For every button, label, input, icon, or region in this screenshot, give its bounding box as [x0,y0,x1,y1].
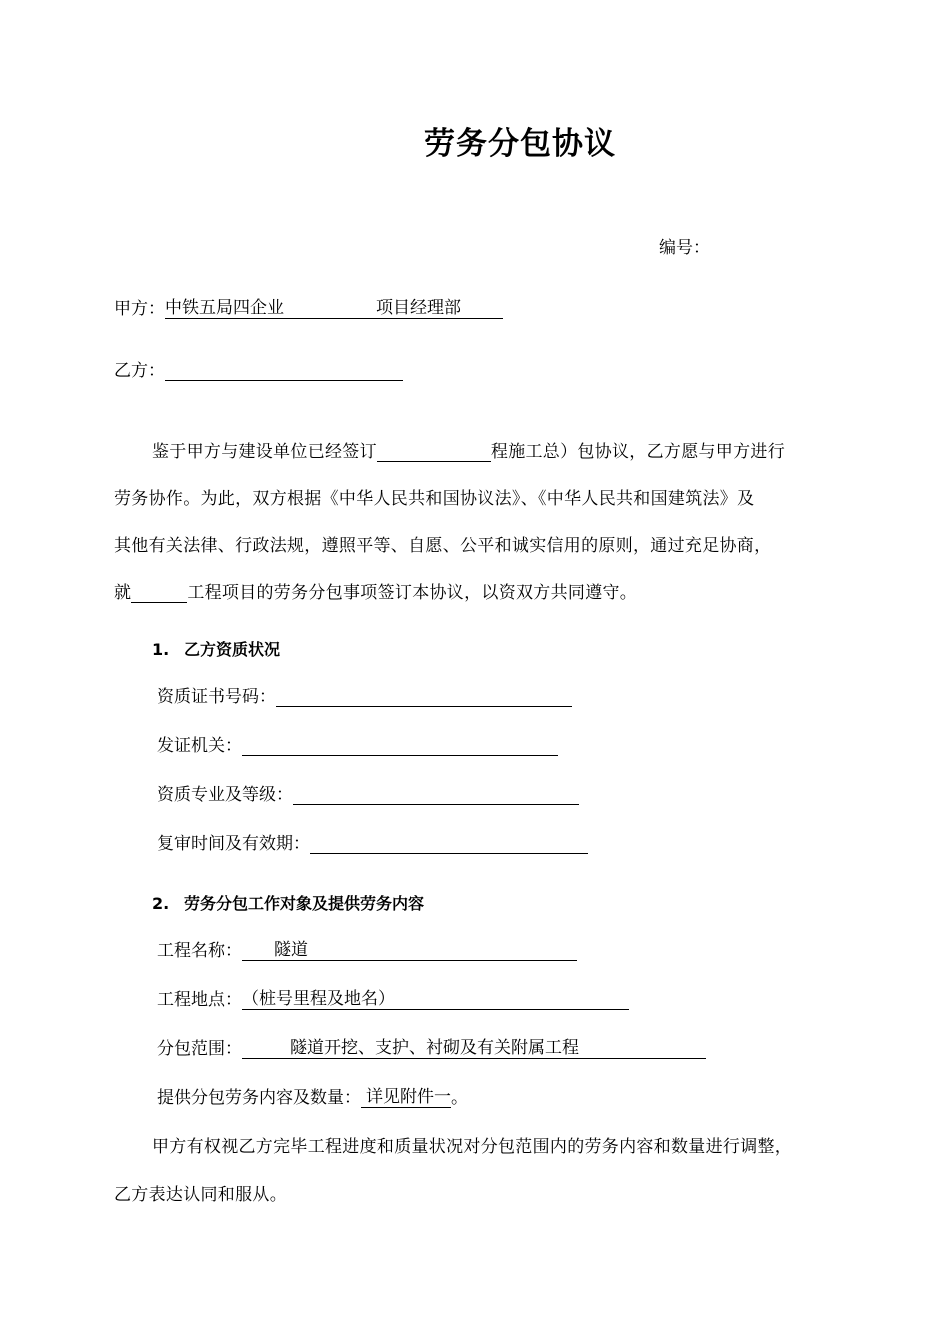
issuing-authority-blank [242,735,558,756]
contract-blank [377,441,491,462]
labor-content-row: 提供分包劳务内容及数量： 详见附件一。 [157,1087,468,1108]
issuing-authority: 发证机关： [157,731,558,756]
intro-line-2: 劳务协作。为此，双方根据《中华人民共和国协议法》、《中华人民共和国建筑法》及 [114,489,755,509]
party-b-line [114,356,403,381]
adjustment-line-2: 乙方表达认同和服从。 [114,1185,287,1205]
party-b-blank [165,360,403,381]
party-a-name-field: 中铁五局四企业 项目经理部 [165,298,503,319]
party-a-line [114,294,503,319]
scope-row: 分包范围： 隧道开挖、支护、衬砌及有关附属工程 [157,1034,706,1059]
party-a-label: 甲方： [114,299,165,319]
scope-field: 隧道开挖、支护、衬砌及有关附属工程 [242,1038,706,1059]
qualification-grade-blank [293,784,579,805]
intro-line-4: 就 工程项目的劳务分包事项签订本协议，以资双方共同遵守。 [114,583,638,603]
cert-number-blank [276,686,572,707]
review-validity-blank [310,833,588,854]
party-b-label: 乙方： [114,361,165,381]
labor-content-field: 详见附件一 [361,1087,451,1108]
section-2-heading: 2. 劳务分包工作对象及提供劳务内容 [152,894,425,913]
intro-line-1: 鉴于甲方与建设单位已经签订 程施工总）包协议，乙方愿与甲方进行 [152,442,786,462]
project-name-field: 隧道 [242,940,577,961]
intro-line-3: 其他有关法律、行政法规，遵照平等、自愿、公平和诚实信用的原则，通过充足协商， [114,536,772,556]
document-number-label: 编号： [659,238,710,258]
project-blank [131,582,187,603]
project-location-row: 工程地点：（桩号里程及地名） [157,985,629,1010]
project-location-field: （桩号里程及地名） [242,989,629,1010]
qualification-grade: 资质专业及等级： [157,780,579,805]
qualification-cert-number: 资质证书号码： [157,682,572,707]
review-validity: 复审时间及有效期： [157,829,588,854]
project-name-row: 工程名称： 隧道 [157,936,577,961]
adjustment-line-1: 甲方有权视乙方完毕工程进度和质量状况对分包范围内的劳务内容和数量进行调整， [152,1137,793,1157]
page-title: 劳务分包协议 [424,126,616,162]
section-1-heading: 1. 乙方资质状况 [152,640,281,659]
